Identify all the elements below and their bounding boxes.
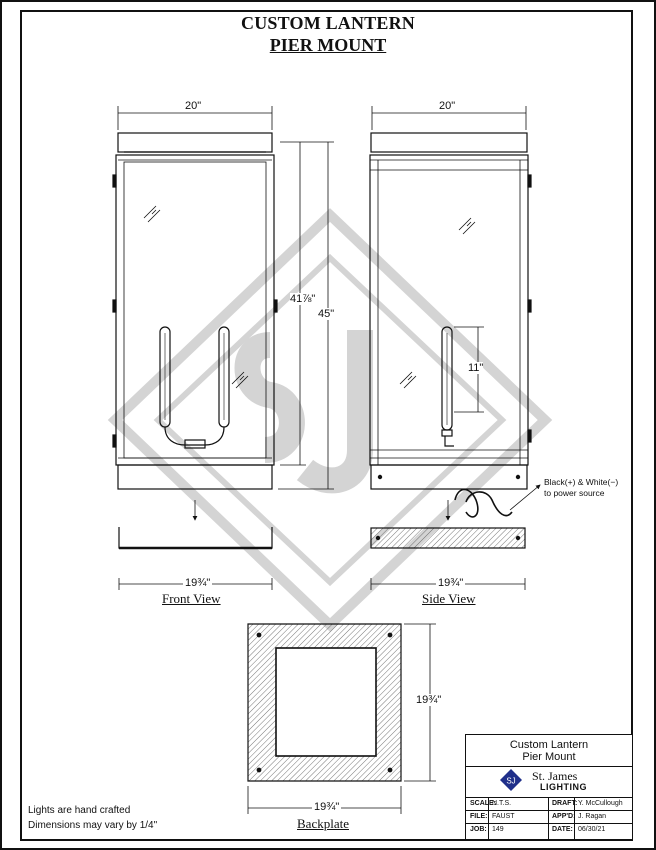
tb-product-line1: Custom Lantern xyxy=(509,739,589,751)
tb-divider xyxy=(466,766,632,767)
tb-company-name: St. James xyxy=(532,769,578,783)
front-view-label: Front View xyxy=(162,591,221,606)
svg-text:SJ: SJ xyxy=(506,776,516,786)
note-hand-crafted: Lights are hand crafted xyxy=(28,805,131,816)
drawing-subtitle: PIER MOUNT xyxy=(269,35,387,55)
front-base-width: 19¾" xyxy=(185,577,211,589)
side-tube-height: 11" xyxy=(468,362,484,374)
st-james-logo-icon xyxy=(500,769,522,791)
tb-row-file: FILE: FAUST APP'D: J. Ragan xyxy=(466,810,632,824)
front-inner-height: 41⅞" xyxy=(290,293,316,305)
wire-note-line1: Black(+) & White(−) xyxy=(544,477,619,487)
tb-product-line2: Pier Mount xyxy=(522,751,576,763)
front-total-height: 45" xyxy=(318,308,335,320)
backplate-width: 19¾" xyxy=(314,801,340,813)
tb-col-divider-right xyxy=(574,797,575,839)
tb-company-sub: LIGHTING xyxy=(540,782,587,792)
note-dimensions: Dimensions may vary by 1/4" xyxy=(28,820,158,831)
tb-row-job: JOB: 149 DATE: 06/30/21 xyxy=(466,823,632,837)
backplate-label: Backplate xyxy=(297,816,349,831)
tb-col-divider-left xyxy=(488,797,489,839)
backplate-view xyxy=(248,624,436,814)
sj-watermark xyxy=(115,215,545,625)
side-view-label: Side View xyxy=(422,591,476,606)
tb-col-divider xyxy=(548,797,549,839)
title-block xyxy=(465,734,633,840)
side-base-width: 19¾" xyxy=(438,577,464,589)
backplate-height: 19¾" xyxy=(416,694,442,706)
front-top-width: 20" xyxy=(185,100,202,112)
tb-row-scale: SCALE: N.T.S. DRAFT: Y. McCullough xyxy=(466,797,632,811)
side-top-width: 20" xyxy=(439,100,456,112)
wire-note-line2: to power source xyxy=(544,488,605,498)
drawing-title: CUSTOM LANTERN xyxy=(241,13,415,33)
